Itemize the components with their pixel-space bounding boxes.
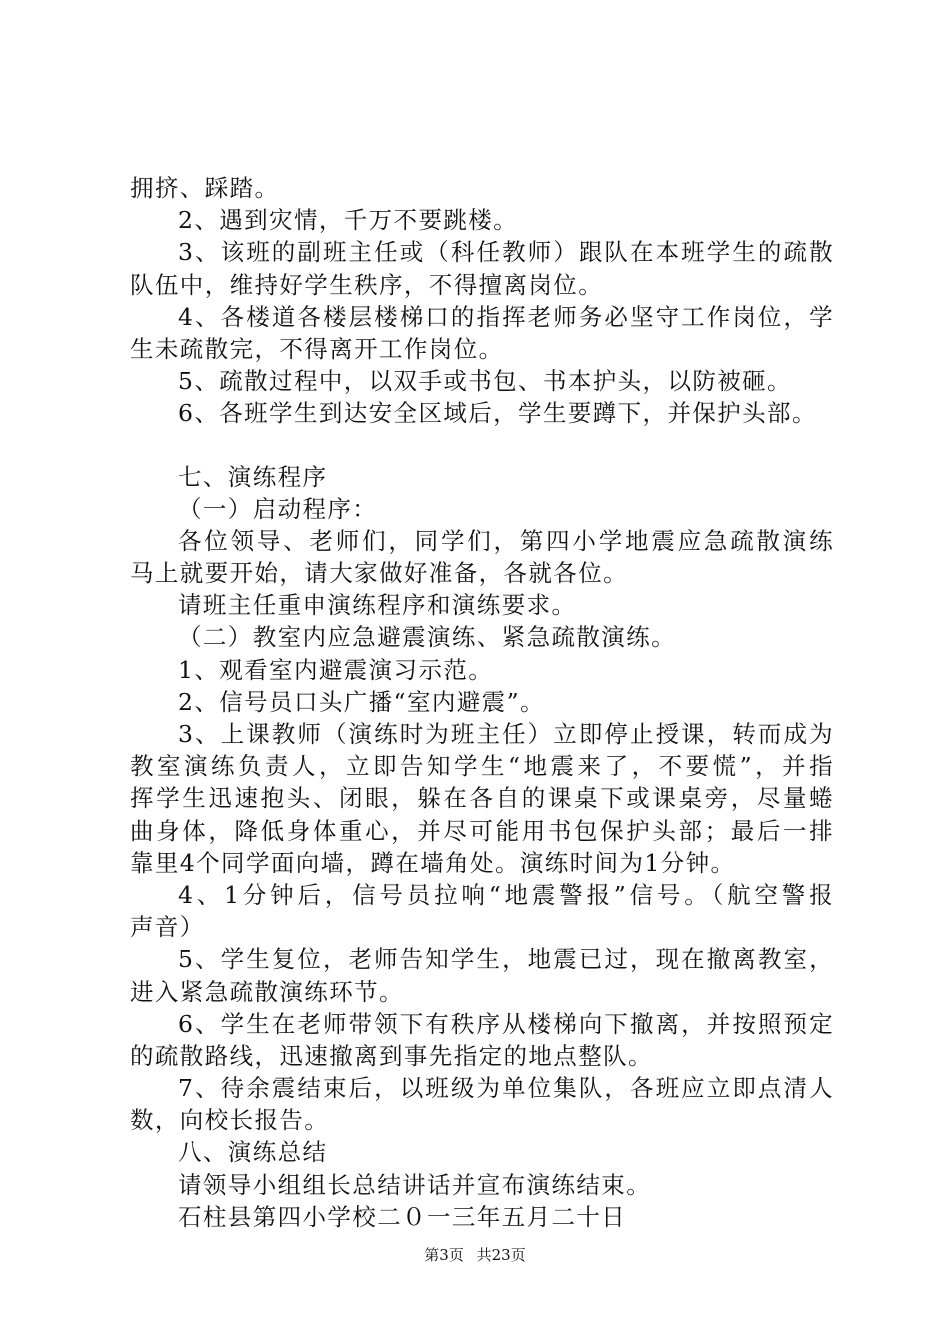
list-item-4: 4、1分钟后，信号员拉响“地震警报”信号。（航空警报 <box>178 880 834 909</box>
list-item-2: 2、信号员口头广播“室内避震”。 <box>178 687 545 716</box>
paragraph-line: 请班主任重申演练程序和演练要求。 <box>178 591 577 620</box>
list-item-7: 7、待余震结束后，以班级为单位集队，各班应立即点清人 <box>178 1074 834 1103</box>
list-item-3: 3、该班的副班主任或（科任教师）跟队在本班学生的疏散 <box>178 238 834 267</box>
list-item-6: 6、各班学生到达安全区域后，学生要蹲下，并保护头部。 <box>178 399 817 428</box>
list-item-6: 6、学生在老师带领下有秩序从楼梯向下撤离，并按照预定 <box>178 1009 834 1038</box>
subsection-heading-classroom-drill: （二）教室内应急避震演练、紧急疏散演练。 <box>178 623 676 652</box>
text-line: 进入紧急疏散演练环节。 <box>130 977 404 1006</box>
list-item-5: 5、学生复位，老师告知学生，地震已过，现在撤离教室， <box>178 945 834 974</box>
page-total: 共23页 <box>476 1246 526 1264</box>
text-line: 靠里4个同学面向墙，蹲在墙角处。演练时间为1分钟。 <box>130 848 736 877</box>
text-line: 马上就要开始，请大家做好准备，各就各位。 <box>130 559 628 588</box>
list-item-5: 5、疏散过程中，以双手或书包、书本护头，以防被砸。 <box>178 367 792 396</box>
paragraph-line: 请领导小组组长总结讲话并宣布演练结束。 <box>178 1170 652 1199</box>
paragraph-gap <box>130 430 834 461</box>
paragraph-line: 各位领导、老师们，同学们，第四小学地震应急疏散演练 <box>178 526 834 555</box>
list-item-4: 4、各楼道各楼层楼梯口的指挥老师务必坚守工作岗位，学 <box>178 302 834 331</box>
text-line: 曲身体，降低身体重心，并尽可能用书包保护头部；最后一排 <box>130 816 834 845</box>
page-footer <box>0 1244 950 1265</box>
section-heading-summary: 八、演练总结 <box>178 1138 328 1167</box>
text-line: 生未疏散完，不得离开工作岗位。 <box>130 334 504 363</box>
list-item-1: 1、观看室内避震演习示范。 <box>178 655 494 684</box>
subsection-heading-start: （一）启动程序： <box>178 494 378 523</box>
signature-date-line: 石柱县第四小学校二０一三年五月二十日 <box>178 1202 627 1231</box>
text-line: 拥挤、踩踏。 <box>130 174 280 202</box>
document-body <box>130 172 834 1233</box>
text-line: 挥学生迅速抱头、闭眼，躲在各自的课桌下或课桌旁，尽量蜷 <box>130 784 834 813</box>
page-number: 第3页 <box>424 1246 464 1264</box>
text-line: 队伍中，维持好学生秩序，不得擅离岗位。 <box>130 270 604 299</box>
text-line: 声音） <box>130 913 205 942</box>
section-heading-drill-procedure: 七、演练程序 <box>178 462 328 491</box>
text-line: 数，向校长报告。 <box>130 1106 330 1135</box>
text-line: 的疏散路线，迅速撤离到事先指定的地点整队。 <box>130 1041 653 1070</box>
list-item-3: 3、上课教师（演练时为班主任）立即停止授课，转而成为 <box>178 720 834 748</box>
text-line: 教室演练负责人，立即告知学生“地震来了，不要慌”，并指 <box>130 752 834 781</box>
list-item-2: 2、遇到灾情，千万不要跳楼。 <box>178 206 519 235</box>
